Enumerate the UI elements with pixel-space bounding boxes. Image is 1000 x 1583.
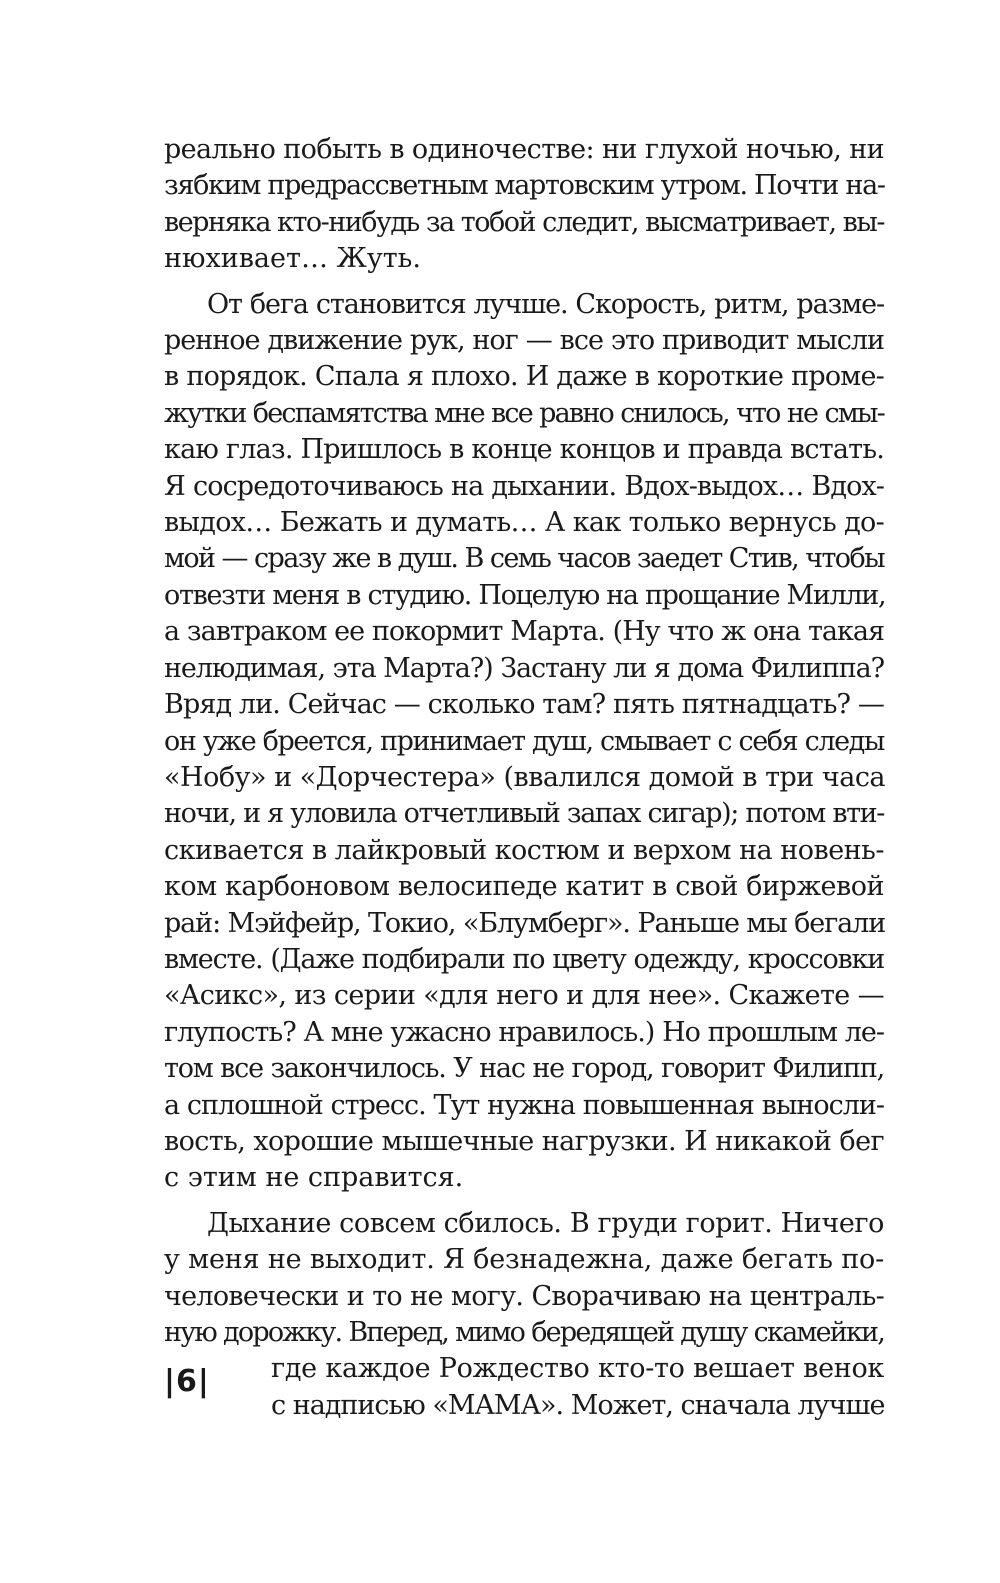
- paragraph: [164, 287, 884, 1197]
- text-line: зябким предрассветным мартовским утром. Почти на-: [164, 170, 885, 202]
- text-line: «Асикс», из серии «для него и для нее». Скажете —: [164, 980, 885, 1012]
- page-number: |6|: [164, 1364, 210, 1399]
- text-line: жутки беспамятства мне все равно снилось, что не смы-: [164, 397, 884, 429]
- text-line: рай: Мэйфейр, Токио, «Блумберг». Раньше мы бегали: [164, 907, 886, 939]
- text-line: а сплошной стресс. Тут нужна повышенная выносли-: [164, 1089, 884, 1121]
- paragraph: [164, 132, 884, 278]
- text-line: отвезти меня в студию. Поцелую на прощание Милли,: [164, 579, 886, 611]
- text-line: ренное движение рук, ног — все это приводит мысли: [164, 325, 884, 357]
- text-line: с надписью «МАМА». Может, сначала лучше: [271, 1389, 885, 1421]
- text-line: верняка кто-нибудь за тобой следит, высматривает, вы-: [164, 206, 884, 238]
- text-line: глупость? А мне ужасно нравилось.) Но прошлым ле-: [164, 1016, 884, 1048]
- body-text: [164, 132, 884, 1424]
- text-line: реально побыть в одиночестве: ни глухой ночью, ни: [164, 134, 884, 165]
- text-line: «Нобу» и «Дорчестера» (ввалился домой в три часа: [164, 761, 886, 793]
- text-line: скивается в лайкровый костюм и верхом на новень-: [164, 834, 884, 866]
- text-line: вость, хорошие мышечные нагрузки. И никакой бег: [164, 1125, 884, 1157]
- text-line: он уже бреется, принимает душ, смывает с себя следы: [164, 725, 884, 757]
- text-line: ком карбоновом велосипеде катит в свой биржевой: [164, 871, 884, 903]
- text-line: Дыхание совсем сбилось. В груди горит. Ничего: [207, 1207, 884, 1239]
- text-line: ночи, и я уловила отчетливый запах сигар); потом вти-: [164, 798, 884, 830]
- text-line: где каждое Рождество кто-то вешает венок: [271, 1353, 884, 1385]
- text-line: человечески и то не могу. Сворачиваю на централь-: [164, 1280, 884, 1312]
- text-line: нелюдимая, эта Марта?) Застану ли я дома Филиппа?: [164, 652, 884, 684]
- text-line: Вряд ли. Сейчас — сколько там? пять пятнадцать? —: [164, 689, 884, 721]
- text-line: От бега становится лучше. Скорость, ритм, разме-: [207, 288, 884, 320]
- text-line: вместе. (Даже подбирали по цвету одежду, кроссовки: [164, 943, 884, 975]
- text-line: с этим не справится.: [164, 1162, 464, 1194]
- paragraph: [164, 1206, 884, 1424]
- text-line: том все закончилось. У нас не город, говорит Филипп,: [164, 1053, 884, 1085]
- text-line: у меня не выходит. Я безнадежна, даже бегать по-: [164, 1244, 884, 1276]
- text-line: Я сосредоточиваюсь на дыхании. Вдох-выдох… Вдох-: [164, 470, 884, 502]
- text-line: нюхивает… Жуть.: [164, 243, 421, 275]
- text-line: выдох… Бежать и думать… А как только вернусь до-: [164, 507, 884, 539]
- text-line: а завтраком ее покормит Марта. (Ну что ж она такая: [164, 616, 884, 648]
- text-line: в порядок. Спала я плохо. И даже в короткие проме-: [164, 361, 884, 393]
- text-line: ную дорожку. Вперед, мимо бередящей душу скамейки,: [164, 1317, 884, 1348]
- text-line: каю глаз. Пришлось в конце концов и правда встать.: [164, 434, 884, 466]
- text-line: мой — сразу же в душ. В семь часов заедет Стив, чтобы: [164, 543, 884, 575]
